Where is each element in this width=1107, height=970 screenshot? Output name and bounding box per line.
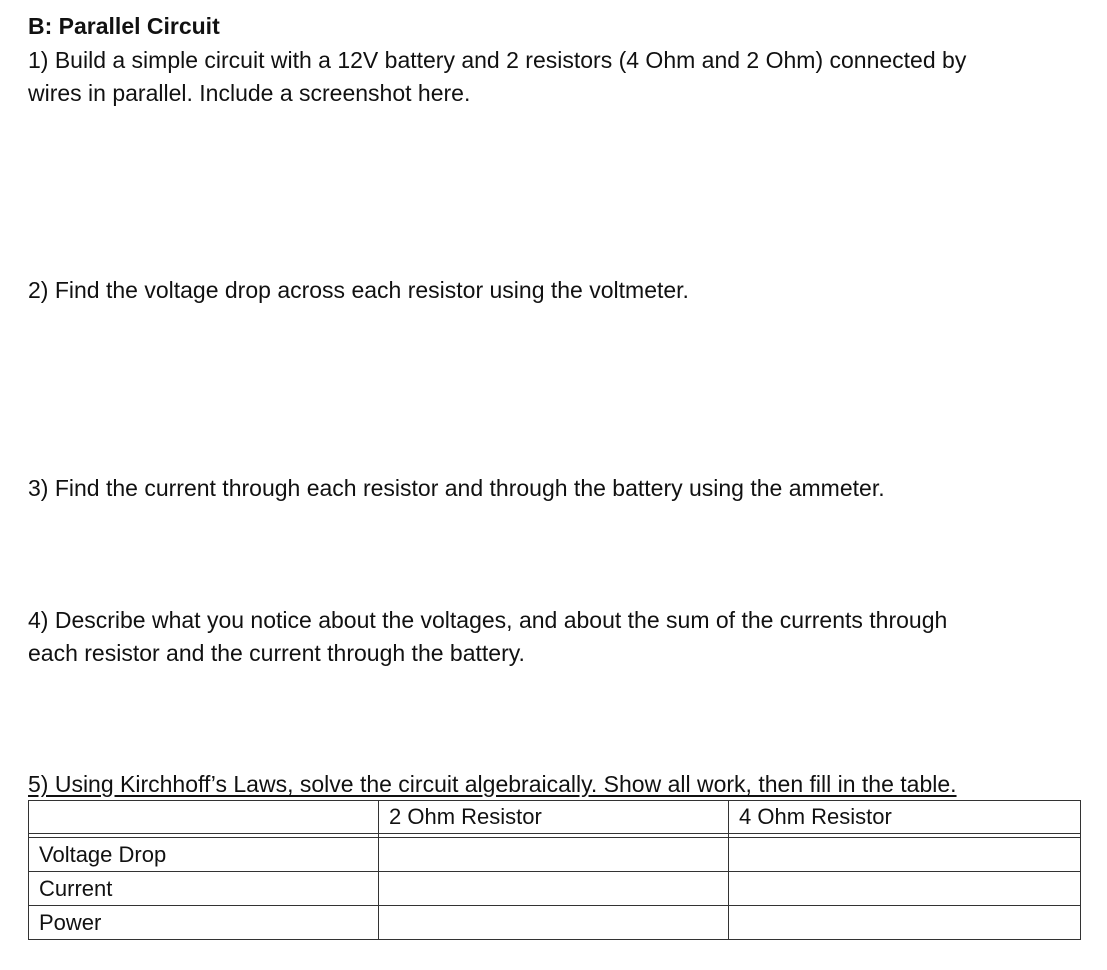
table-header-row — [29, 801, 1081, 834]
table-row-current — [29, 872, 1081, 906]
voltage-drop-2-ohm-cell[interactable] — [379, 838, 729, 872]
question-2: 2) Find the voltage drop across each resistor using the voltmeter. — [28, 277, 689, 303]
question-1-line-2: wires in parallel. Include a screenshot here. — [28, 80, 471, 106]
results-table — [28, 800, 1081, 940]
question-1-line-1: 1) Build a simple circuit with a 12V battery and 2 resistors (4 Ohm and 2 Ohm) connected by — [28, 47, 967, 73]
row-label: Current — [29, 872, 379, 906]
header-cell-empty — [29, 801, 379, 834]
current-4-ohm-cell[interactable] — [729, 872, 1081, 906]
section-title: B: Parallel Circuit — [28, 13, 220, 39]
power-2-ohm-cell[interactable] — [379, 906, 729, 940]
table-row-power — [29, 906, 1081, 940]
voltage-drop-4-ohm-cell[interactable] — [729, 838, 1081, 872]
row-label: Power — [29, 906, 379, 940]
power-4-ohm-cell[interactable] — [729, 906, 1081, 940]
question-4-line-1: 4) Describe what you notice about the voltages, and about the sum of the currents through — [28, 607, 948, 633]
current-2-ohm-cell[interactable] — [379, 872, 729, 906]
question-5: 5) Using Kirchhoff’s Laws, solve the circuit algebraically. Show all work, then fill in the table. — [28, 771, 957, 797]
question-3: 3) Find the current through each resistor and through the battery using the ammeter. — [28, 475, 885, 501]
question-4-line-2: each resistor and the current through the battery. — [28, 640, 525, 666]
row-label: Voltage Drop — [29, 838, 379, 872]
header-cell-4-ohm: 4 Ohm Resistor — [729, 801, 1081, 834]
header-cell-2-ohm: 2 Ohm Resistor — [379, 801, 729, 834]
table-row-voltage-drop — [29, 838, 1081, 872]
